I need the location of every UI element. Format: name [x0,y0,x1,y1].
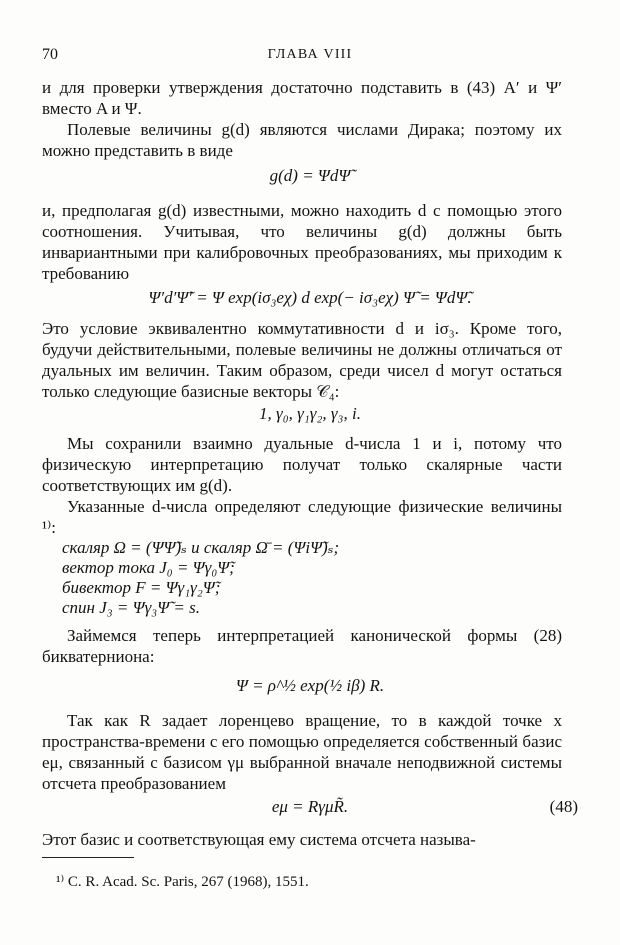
paragraph-2: Полевые величины g(d) являются числами Дирака; поэтому их можно представить в виде [42,120,562,160]
footnote-divider [42,857,134,858]
page-number: 70 [42,46,58,63]
footnote: ¹⁾ C. R. Acad. Sc. Paris, 267 (1968), 1551. [56,874,309,890]
equation-number: (48) [549,797,578,816]
equation-gauge: Ψ′d′Ψ̃′ = Ψ exp(iσ₃eχ) d exp(− iσ₃eχ) Ψ̃ = ΨdΨ̃. [148,288,472,307]
paragraph-8: Так как R задает лоренцево вращение, то в каждой точке x пространства-времени с его помощью определяется собственный базис eμ, связанный с базисом γμ выбранной вначале неподвижной системы отсчета преобразованием [42,711,562,793]
running-header [42,44,578,64]
equation-48 [42,796,578,817]
paragraph-6: Указанные d-числа определяют следующие физические величины ¹⁾: [42,497,562,537]
definition-scalar: скаляр Ω = (ΨΨ̃)ₛ и скаляр Ω̄ = (ΨiΨ̃)ₛ; [62,538,340,557]
equation-basis: 1, γ₀, γ₁γ₂, γ₃, i. [259,404,361,423]
chapter-title: ГЛАВА VIII [267,47,353,62]
paragraph-3: и, предполагая g(d) известными, можно находить d с помощью этого соотношения. Учитывая, что величины g(d) должны быть инвариантными при калибровочных преобразованиях, мы приходим к требованию [42,201,562,283]
paragraph-7: Займемся теперь интерпретацией канонической формы (28) бикватерниона: [42,626,562,666]
paragraph-1: и для проверки утверждения достаточно подставить в (43) A′ и Ψ′ вместо A и Ψ. [42,78,562,118]
paragraph-4: Это условие эквивалентно коммутативности d и iσ₃. Кроме того, будучи действительными, полевые величины не должны отличаться от дуальных им величин. Таким образом, среди чисел d могут остаться только следующие базисные векторы 𝒞₄: [42,319,562,401]
equation-g-d: g(d) = ΨdΨ̃ [269,166,351,185]
definition-bivector: бивектор F = Ψγ₁γ₂Ψ̃; [62,578,221,597]
equation-biquaternion: Ψ = ρ^½ exp(½ iβ) R. [235,676,385,695]
definition-current: вектор тока J₀ = Ψγ₀Ψ̃; [62,558,235,577]
paragraph-5: Мы сохранили взаимно дуальные d-числа 1 и i, потому что физическую интерпретацию получат только скалярные части соответствующих им g(d). [42,434,562,495]
paragraph-9: Этот базис и соответствующая ему система отсчета называ- [42,830,476,849]
definition-spin: спин J₃ = Ψγ₃Ψ̃ = s. [62,598,201,617]
equation-48-body: eμ = RγμR̃. [271,797,349,816]
